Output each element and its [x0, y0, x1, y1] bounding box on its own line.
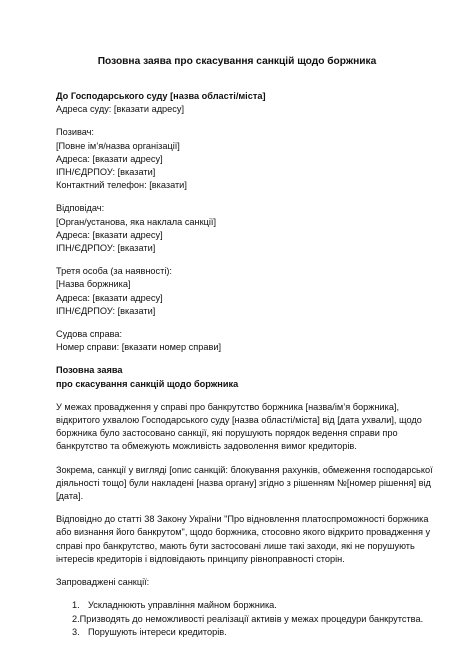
- list-item-text: Призводять до неможливості реалізації активів у межах процедури банкрутства.: [79, 613, 424, 624]
- plaintiff-phone: Контактний телефон: [вказати]: [56, 180, 187, 191]
- case-number: Номер справи: [вказати номер справи]: [56, 342, 222, 353]
- list-item: [72, 626, 418, 639]
- list-item-number: 2.: [72, 613, 80, 624]
- plaintiff-block: [56, 126, 418, 192]
- third-party-block: [56, 265, 418, 318]
- paragraph-line: діяльності тощо] були накладені [назва органу] згідно з рішенням №[номер рішення] від: [56, 477, 431, 488]
- defendant-name: [Орган/установа, яка наклала санкції]: [56, 216, 217, 227]
- plaintiff-address: Адреса: [вказати адресу]: [56, 153, 163, 164]
- plaintiff-label: Позивач:: [56, 127, 94, 138]
- claim-title: [56, 364, 418, 390]
- paragraph-line: Відповідно до статті 38 Закону України "Про відновлення платоспроможності боржника: [56, 514, 429, 525]
- paragraph-line: інтересів кредиторів і відповідають принципу рівноправності сторін.: [56, 553, 345, 564]
- court-address: Адреса суду: [вказати адресу]: [56, 104, 185, 115]
- sanctions-intro: Запроваджені санкції:: [56, 577, 150, 588]
- third-party-label: Третя особа (за наявності):: [56, 266, 172, 277]
- paragraph-line: боржника було застосовано санкції, які порушують порядок ведення справи про: [56, 428, 398, 439]
- paragraph-legal-basis: [56, 513, 431, 566]
- defendant-address: Адреса: [вказати адресу]: [56, 229, 163, 240]
- claim-title-line-2: про скасування санкцій щодо боржника: [56, 378, 239, 389]
- list-item: [72, 613, 424, 626]
- paragraph-proceedings: [56, 401, 422, 454]
- third-party-name: [Назва боржника]: [56, 279, 131, 290]
- paragraph-line: банкрутство та обмежують можливість задоволення вимог кредиторів.: [56, 441, 357, 452]
- list-item-text: Порушують інтереси кредиторів.: [88, 626, 227, 637]
- document-title: Позовна заява про скасування санкцій щодо боржника: [97, 56, 377, 67]
- third-party-tax-id: ІПН/ЄДРПОУ: [вказати]: [56, 305, 156, 316]
- paragraph-line: У межах провадження у справі про банкрутство боржника [назва/ім’я боржника],: [56, 401, 400, 412]
- list-item-number: 3.: [72, 626, 80, 637]
- claim-title-line-1: Позовна заява: [56, 365, 123, 376]
- paragraph-sanctions-description: [56, 464, 433, 504]
- defendant-tax-id: ІПН/ЄДРПОУ: [вказати]: [56, 243, 156, 254]
- court-block: [56, 90, 418, 116]
- plaintiff-name: [Повне ім’я/назва організації]: [56, 140, 180, 151]
- case-block: [56, 328, 418, 354]
- defendant-label: Відповідач:: [56, 203, 105, 214]
- paragraph-line: або визнання його банкрутом", щодо боржника, стосовно якого відкрито провадження у: [56, 527, 431, 538]
- court-heading: До Господарського суду [назва області/міста]: [56, 91, 266, 101]
- case-label: Судова справа:: [56, 329, 123, 340]
- plaintiff-tax-id: ІПН/ЄДРПОУ: [вказати]: [56, 167, 156, 178]
- list-item-number: 1.: [72, 600, 80, 611]
- paragraph-line: справі про банкрутство, мають бути застосовані лише такі заходи, які не порушують: [56, 540, 415, 551]
- sanctions-list: [56, 599, 424, 639]
- paragraph-line: відкритого ухвалою Господарського суду [назва області/міста] від [дата ухвали], щодо: [56, 415, 422, 426]
- list-item: [72, 599, 418, 612]
- third-party-address: Адреса: [вказати адресу]: [56, 292, 163, 303]
- defendant-block: [56, 202, 418, 255]
- paragraph-line: [дата].: [56, 491, 84, 502]
- list-item-text: Ускладнюють управління майном боржника.: [88, 600, 277, 611]
- paragraph-line: Зокрема, санкції у вигляді [опис санкцій: блокування рахунків, обмеження господарської: [56, 464, 433, 475]
